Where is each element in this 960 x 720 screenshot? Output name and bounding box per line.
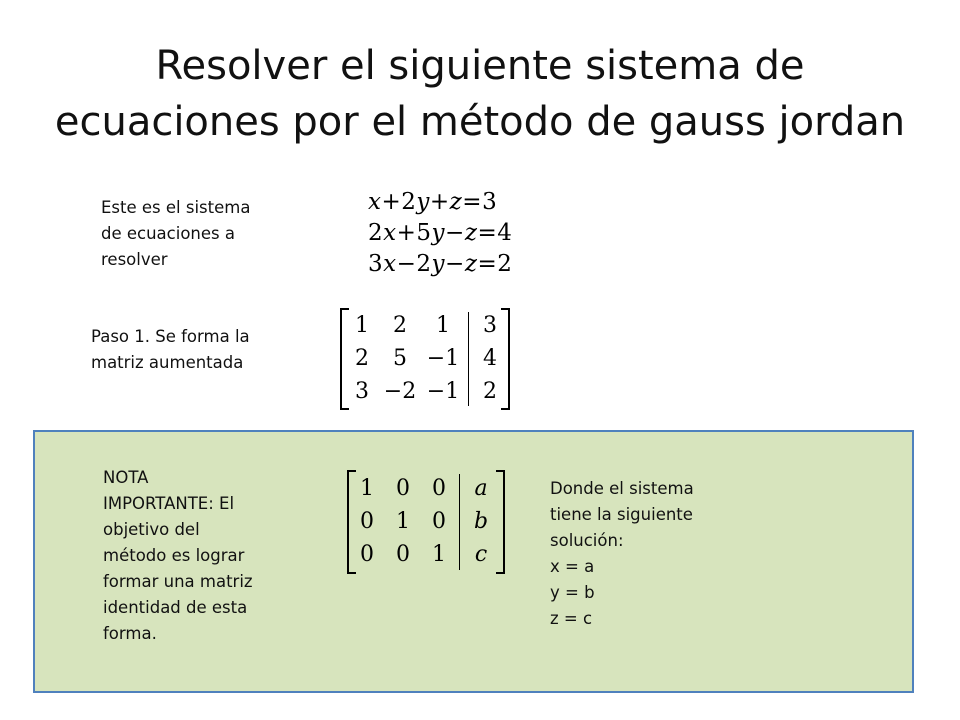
slide-title-line-2: ecuaciones por el método de gauss jordan (54, 99, 906, 145)
matrix-cell: −1 (426, 379, 460, 404)
matrix-cell: a (474, 476, 488, 501)
note-line: objetivo del (103, 520, 200, 539)
equation-2 (368, 218, 512, 249)
eq2-var-x: x (383, 220, 397, 246)
eq3-coef-y: −2 (396, 251, 432, 277)
eq2-coef-z: − (445, 220, 465, 246)
note-line: formar una matriz (103, 572, 253, 591)
matrix-cell: 1 (432, 542, 446, 567)
eq2-coef-x: 2 (368, 220, 384, 246)
eq3-var-y: y (431, 251, 446, 277)
matrix-cell: 2 (355, 346, 369, 371)
eq2-coef-y: +5 (396, 220, 432, 246)
system-label-line-3: resolver (101, 250, 168, 269)
eq3-rhs: =2 (477, 251, 513, 277)
matrix-cell: 0 (360, 509, 374, 534)
identity-row-2 (347, 505, 505, 539)
eq3-var-z: z (464, 251, 478, 277)
solution-line: tiene la siguiente (550, 505, 693, 524)
eq1-var-z: z (449, 189, 463, 215)
matrix-cell: 1 (396, 509, 410, 534)
solution-line: Donde el sistema (550, 479, 694, 498)
eq1-coef-y: +2 (381, 189, 417, 215)
eq1-var-y: y (416, 189, 430, 215)
note-line: IMPORTANTE: El (103, 494, 235, 513)
matrix-cell: 0 (432, 476, 446, 501)
note-line: método es lograr (103, 546, 245, 565)
solution-line: x = a (550, 557, 595, 576)
system-label (101, 195, 250, 273)
augmented-matrix (340, 308, 510, 410)
matrix-cell: 0 (396, 476, 410, 501)
note-line: forma. (103, 624, 157, 643)
eq1-coef-z: + (429, 189, 450, 215)
matrix-cell: −2 (383, 379, 417, 404)
matrix-cell: −1 (426, 346, 460, 371)
eq2-rhs: =4 (477, 220, 513, 246)
step1-label-line-2: matriz aumentada (91, 353, 244, 372)
equation-3 (368, 249, 512, 280)
identity-row-3 (347, 538, 505, 572)
eq2-var-z: z (464, 220, 478, 246)
note-text (103, 465, 253, 647)
matrix-cell: 1 (355, 313, 369, 338)
matrix-cell: 0 (360, 542, 374, 567)
matrix-cell: 2 (393, 313, 407, 338)
matrix-cell: 5 (393, 346, 407, 371)
matrix-cell: 1 (436, 313, 450, 338)
matrix-row-1 (340, 309, 510, 343)
identity-row-1 (347, 472, 505, 506)
note-line: identidad de esta (103, 598, 248, 617)
note-line: NOTA (103, 468, 149, 487)
solution-line: y = b (550, 583, 595, 602)
system-label-line-1: Este es el sistema (101, 198, 251, 217)
matrix-cell: 3 (355, 379, 369, 404)
solution-text (550, 476, 694, 632)
eq3-coef-x: 3 (368, 251, 384, 277)
slide-title (0, 38, 960, 150)
eq3-coef-z: − (445, 251, 465, 277)
matrix-cell: 3 (483, 313, 497, 338)
equation-system (368, 187, 512, 280)
step1-label (91, 324, 250, 376)
note-panel (33, 430, 914, 693)
matrix-row-2 (340, 342, 510, 376)
eq2-var-y: y (431, 220, 446, 246)
solution-line: z = c (550, 609, 593, 628)
eq1-var-x: x (368, 189, 382, 215)
matrix-cell: 2 (483, 379, 497, 404)
eq1-rhs: =3 (462, 189, 498, 215)
solution-line: solución: (550, 531, 624, 550)
eq3-var-x: x (383, 251, 397, 277)
matrix-row-3 (340, 375, 510, 409)
identity-matrix (347, 470, 505, 574)
matrix-cell: 4 (483, 346, 497, 371)
equation-1 (368, 187, 512, 218)
step1-label-line-1: Paso 1. Se forma la (91, 327, 250, 346)
matrix-cell: c (474, 542, 488, 567)
matrix-cell: 0 (396, 542, 410, 567)
system-label-line-2: de ecuaciones a (101, 224, 235, 243)
matrix-cell: b (473, 509, 489, 534)
slide-title-line-1: Resolver el siguiente sistema de (155, 43, 805, 89)
matrix-cell: 0 (432, 509, 446, 534)
matrix-cell: 1 (360, 476, 374, 501)
